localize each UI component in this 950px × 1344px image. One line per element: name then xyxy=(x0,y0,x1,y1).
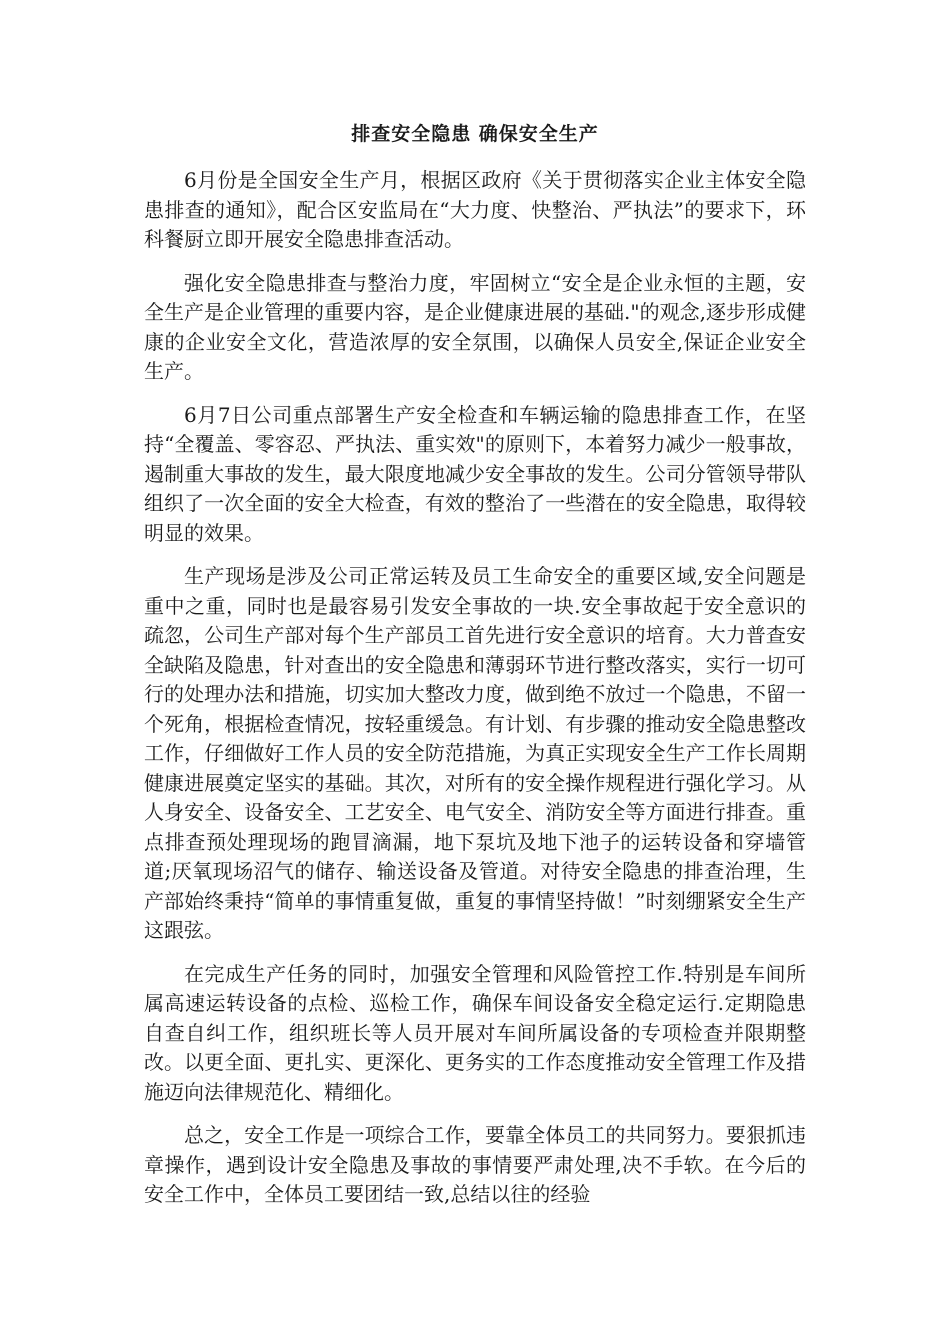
document-page xyxy=(144,118,806,1224)
paragraph-2: 强化安全隐患排查与整治力度，牢固树立“安全是企业永恒的主题，安全生产是企业管理的重要内容，是企业健康进展的基础."的观念,逐步形成健康的企业安全文化，营造浓厚的安全氛围，以确保人员安全,保证企业安全生产。 xyxy=(144,270,806,383)
paragraph-3: 6月7日公司重点部署生产安全检查和车辆运输的隐患排查工作，在坚持“全覆盖、零容忍、严执法、重实效"的原则下，本着努力减少一般事故，遏制重大事故的发生，最大限度地减少安全事故的发生。公司分管领导带队组织了一次全面的安全大检查，有效的整治了一些潜在的安全隐患，取得较明显的效果。 xyxy=(144,402,806,545)
paragraph-4: 生产现场是涉及公司正常运转及员工生命安全的重要区域,安全问题是重中之重，同时也是最容易引发安全事故的一块.安全事故起于安全意识的疏忽，公司生产部对每个生产部员工首先进行安全意识的培育。大力普查安全缺陷及隐患，针对查出的安全隐患和薄弱环节进行整改落实，实行一切可行的处理办法和措施，切实加大整改力度，做到绝不放过一个隐患，不留一个死角，根据检查情况，按轻重缓急。有计划、有步骤的推动安全隐患整改工作，仔细做好工作人员的安全防范措施，为真正实现安全生产工作长周期健康进展奠定坚实的基础。其次，对所有的安全操作规程进行强化学习。从人身安全、设备安全、工艺安全、电气安全、消防安全等方面进行排查。重点排查预处理现场的跑冒滴漏，地下泵坑及地下池子的运转设备和穿墙管道;厌氧现场沼气的储存、输送设备及管道。对待安全隐患的排查治理，生产部始终秉持“简单的事情重复做，重复的事情坚持做！”时刻绷紧安全生产这跟弦。 xyxy=(144,564,806,942)
paragraph-6: 总之，安全工作是一项综合工作，要靠全体员工的共同努力。要狠抓违章操作，遇到设计安全隐患及事故的事情要严肃处理,决不手软。在今后的安全工作中，全体员工要团结一致,总结以往的经验 xyxy=(144,1123,806,1206)
document-title: 排查安全隐患 确保安全生产 xyxy=(351,123,599,145)
paragraph-5: 在完成生产任务的同时，加强安全管理和风险管控工作.特别是车间所属高速运转设备的点检、巡检工作，确保车间设备安全稳定运行.定期隐患自查自纠工作，组织班长等人员开展对车间所属设备的专项检查并限期整改。以更全面、更扎实、更深化、更务实的工作态度推动安全管理工作及措施迈向法律规范化、精细化。 xyxy=(144,961,806,1104)
paragraph-1: 6月份是全国安全生产月，根据区政府《关于贯彻落实企业主体安全隐患排查的通知》，配合区安监局在“大力度、快整治、严执法”的要求下，环科餐厨立即开展安全隐患排查活动。 xyxy=(144,168,806,251)
